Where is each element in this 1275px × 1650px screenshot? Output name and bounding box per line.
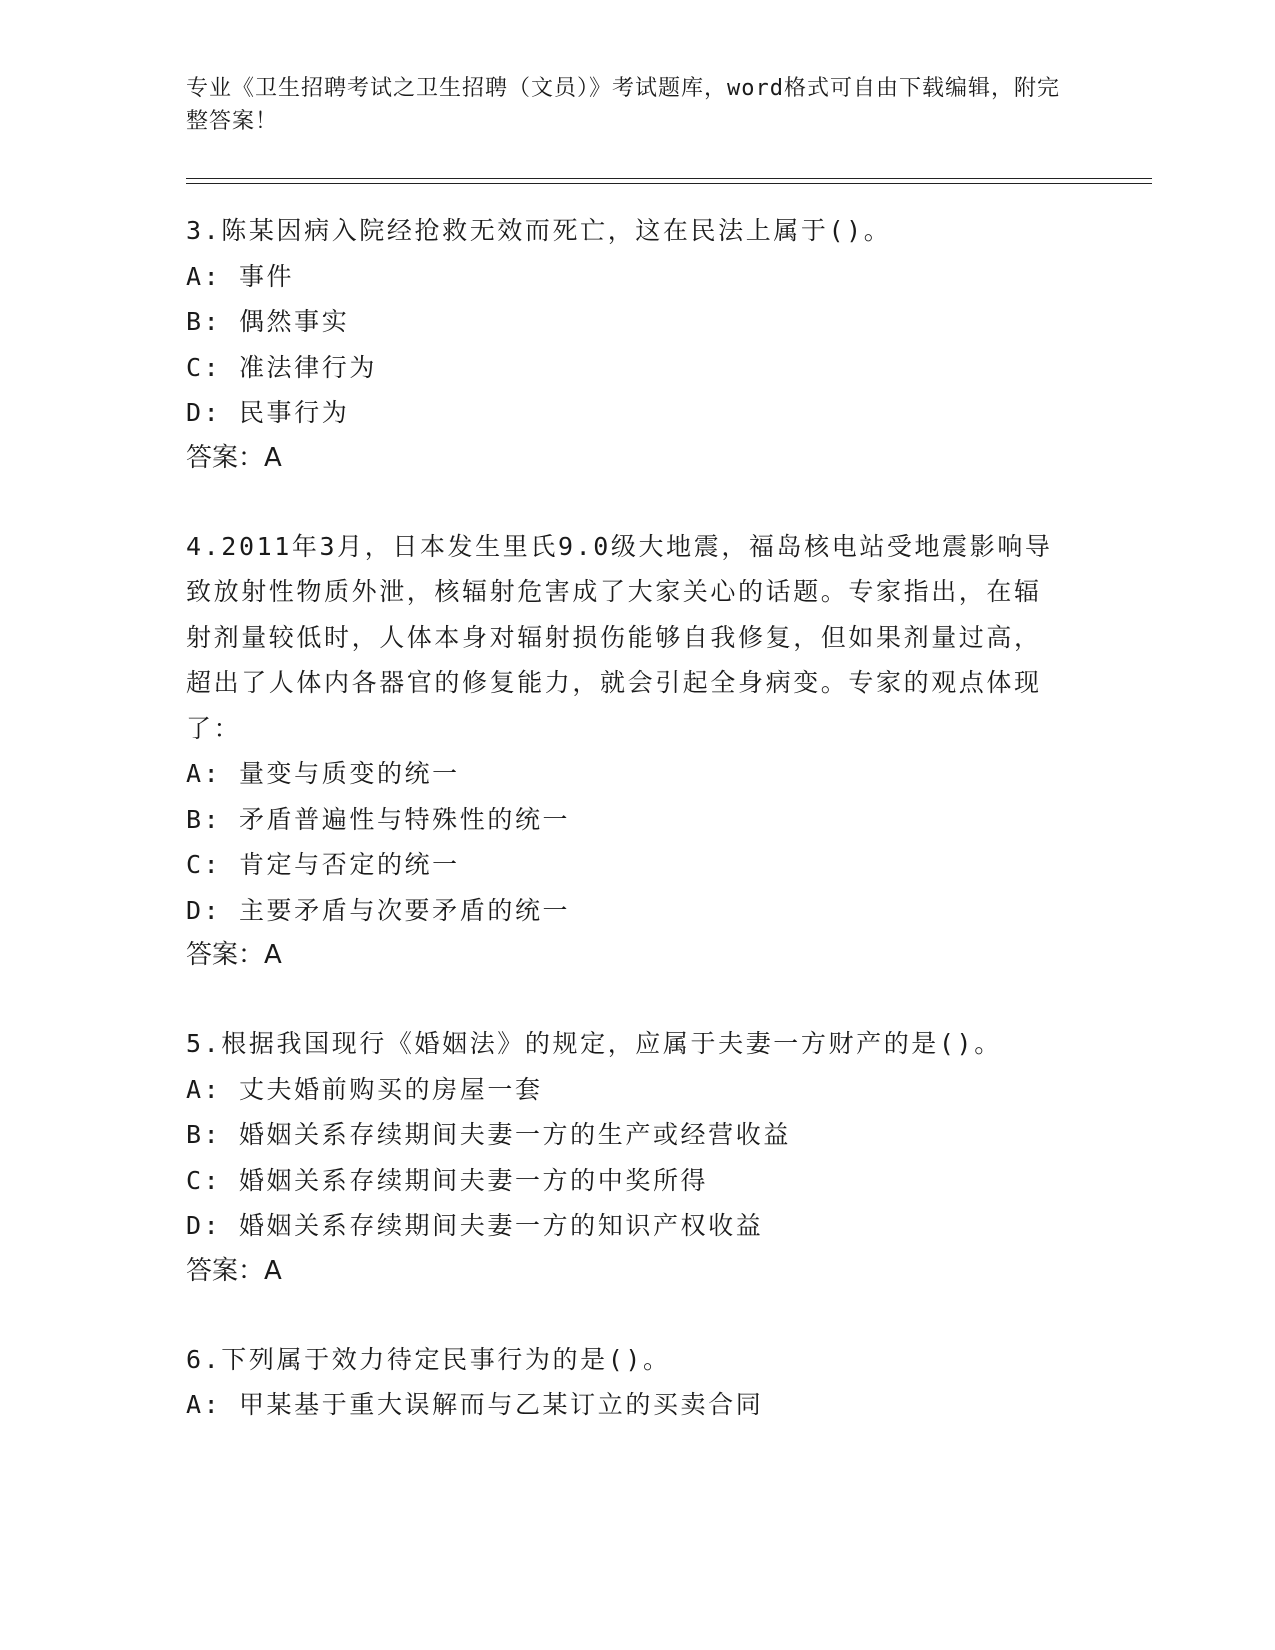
answer-label: 答案：A (186, 940, 282, 970)
question-stem: 3.陈某因病入院经抢救无效而死亡，这在民法上属于()。 (186, 216, 892, 245)
question-4 (186, 524, 1066, 979)
header-divider-top (186, 178, 1152, 179)
question-list (186, 208, 1066, 1471)
option-a: A: 丈夫婚前购买的房屋一套 (186, 1074, 543, 1104)
option-c: C: 婚姻关系存续期间夫妻一方的中奖所得 (186, 1165, 709, 1195)
option-c: C: 肯定与否定的统一 (186, 850, 460, 879)
question-5 (186, 1021, 1066, 1294)
option-d: D: 民事行为 (186, 398, 350, 427)
option-a: A: 事件 (186, 261, 295, 291)
option-d: D: 主要矛盾与次要矛盾的统一 (186, 895, 571, 925)
question-stem: 4.2011年3月，日本发生里氏9.0级大地震，福岛核电站受地震影响导致放射性物质外泄，核辐射危害成了大家关心的话题。专家指出，在辐射剂量较低时，人体本身对辐射损伤能够自我修复，但如果剂量过高，超出了人体内各器官的修复能力，就会引起全身病变。专家的观点体现了： (186, 531, 1053, 743)
answer-label: 答案：A (186, 1255, 282, 1286)
option-a: A: 量变与质变的统一 (186, 759, 460, 788)
option-c: C: 准法律行为 (186, 352, 377, 382)
header-divider-bottom (186, 183, 1152, 184)
document-header: 专业《卫生招聘考试之卫生招聘（文员）》考试题库，word格式可自由下载编辑，附完整答案！ (186, 76, 1060, 134)
question-6 (186, 1337, 1066, 1428)
question-stem: 5.根据我国现行《婚姻法》的规定，应属于夫妻一方财产的是()。 (186, 1029, 1002, 1058)
option-a: A: 甲某基于重大误解而与乙某订立的买卖合同 (186, 1390, 764, 1419)
option-d: D: 婚姻关系存续期间夫妻一方的知识产权收益 (186, 1211, 764, 1240)
answer-label: 答案：A (186, 442, 282, 473)
option-b: B: 婚姻关系存续期间夫妻一方的生产或经营收益 (186, 1120, 791, 1149)
option-b: B: 矛盾普遍性与特殊性的统一 (186, 804, 571, 834)
question-stem: 6.下列属于效力待定民事行为的是()。 (186, 1344, 671, 1374)
option-b: B: 偶然事实 (186, 307, 350, 336)
question-3 (186, 208, 1066, 481)
